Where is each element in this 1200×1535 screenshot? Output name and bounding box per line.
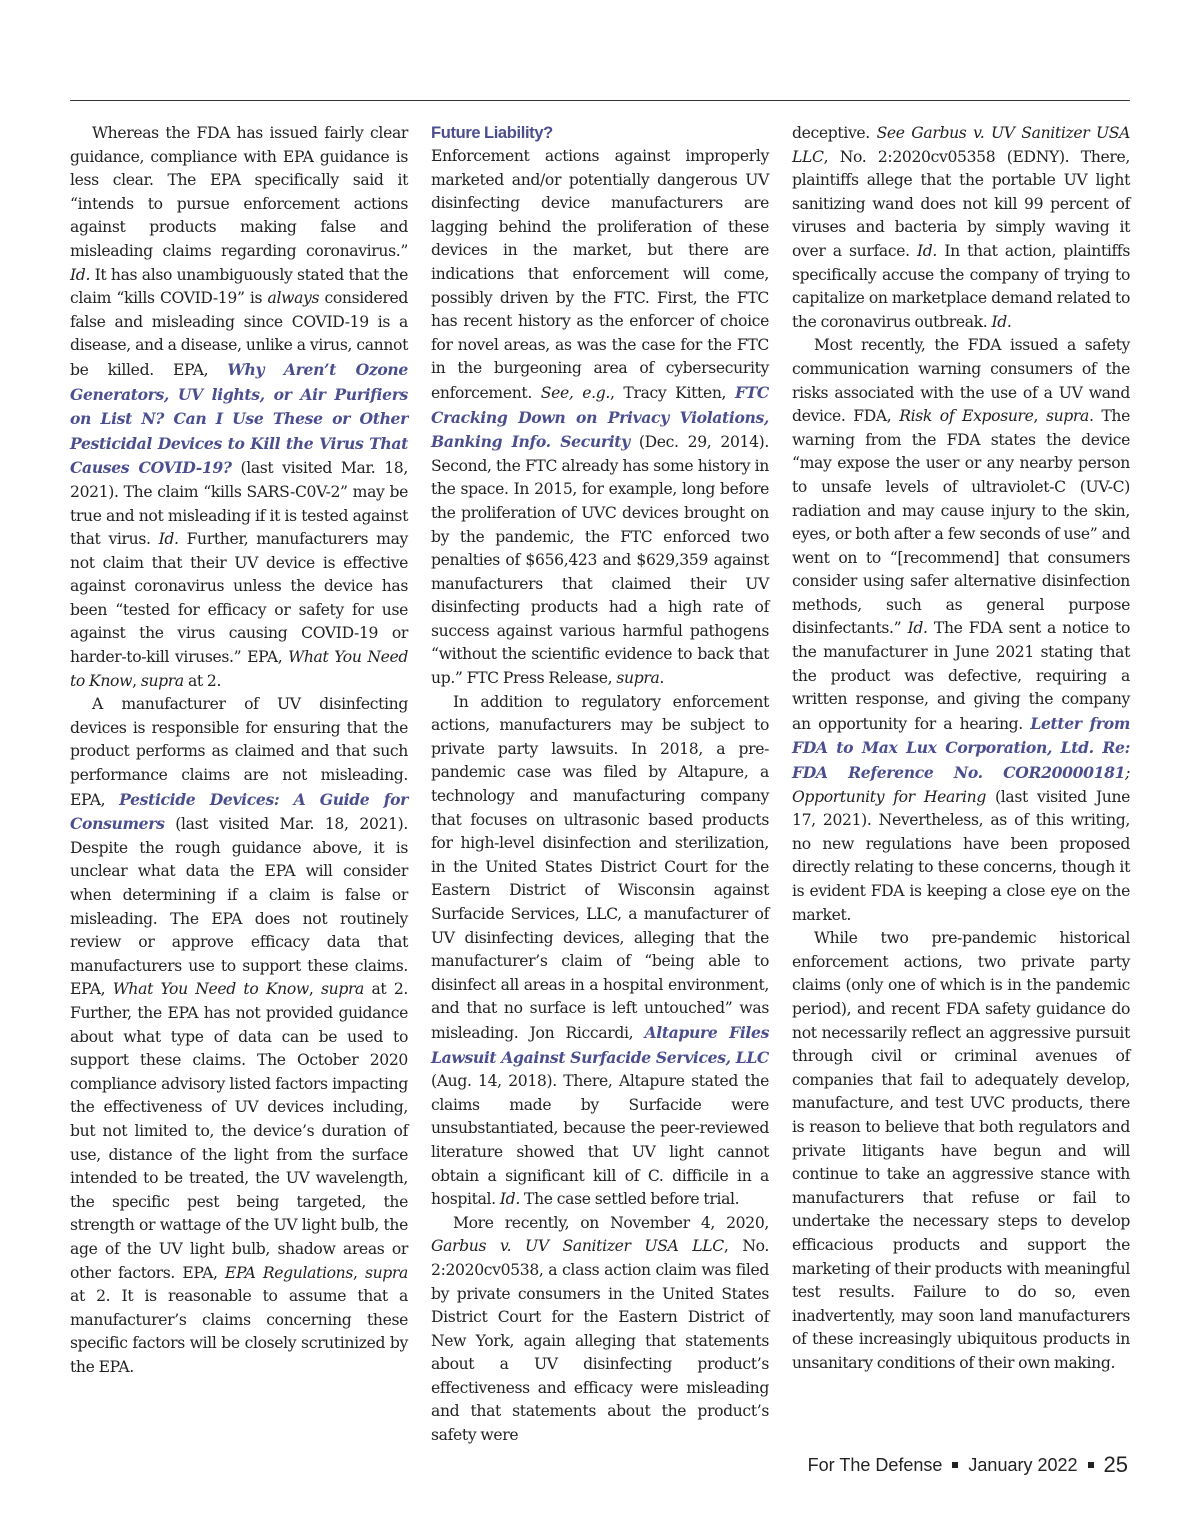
header-rule	[70, 100, 1130, 101]
paragraph: In addition to regulatory enforcement actions, manufacturers may be subject to private party lawsuits. In 2018, a pre-pandemic case was filed by Altapure, a technology and manufacturing company that focuses on ultrasonic based products for high-level disinfection and sterilization, in the United States District Court for the Eastern District of Wisconsin against Surfacide Services, LLC, a manufacturer of UV disinfecting devices, alleging that the manufacturer’s claim of “being able to disinfect all areas in a hospital environment, and that no surface is left untouched” was misleading. Jon Riccardi, Altapure Files Lawsuit Against Surfacide Services, LLC (Aug. 14, 2018). There, Altapure stated the claims made by Surfacide were unsubstantiated, because the peer-reviewed literature showed that UV light cannot obtain a significant kill of C. difficile in a hospital. Id. The case settled before trial.	[431, 692, 769, 1209]
page-number: 25	[1103, 1452, 1128, 1477]
separator-square-icon	[952, 1462, 958, 1468]
column-right	[792, 122, 1130, 1375]
section-heading: Future Liability?	[431, 124, 553, 142]
paragraph: A manufacturer of UV disinfecting devices is responsible for ensuring that the product performs as claimed and that such performance claims are not misleading. EPA, Pesticide Devices: A Guide for Consumers (last visited Mar. 18, 2021). Despite the rough guidance above, it is unclear what data the EPA will consider when determining if a claim is false or misleading. The EPA does not routinely review or approve efficacy data that manufacturers use to support these claims. EPA, What You Need to Know, supra at 2. Further, the EPA has not provided guidance about what type of data can be used to support these claims. The October 2020 compliance advisory listed factors impacting the effectiveness of UV devices including, but not limited to, the device’s duration of use, distance of the light from the surface intended to be treated, the UV wavelength, the specific pest being targeted, the strength or wattage of the UV light bulb, the age of the UV light bulb, shadow areas or other factors. EPA, EPA Regulations, supra at 2. It is reasonable to assume that a manufacturer’s claims concerning these specific factors will be closely scrutinized by the EPA.	[70, 695, 408, 1376]
page-footer	[808, 1452, 1128, 1478]
citation-link-altapure-lawsuit[interactable]: Altapure Files Lawsuit Against Surfacide Services, LLC	[431, 1022, 769, 1067]
paragraph: Whereas the FDA has issued fairly clear guidance, compliance with EPA guidance is less clear. The EPA specifically said it “intends to pursue enforcement actions against products making false and misleading claims regarding coronavirus.” Id. It has also unambiguously stated that the claim “kills COVID-19” is always considered false and misleading since COVID-19 is a disease, and a disease, unlike a virus, cannot be killed. EPA, Why Aren’t Ozone Generators, UV lights, or Air Purifiers on List N? Can I Use These or Other Pesticidal Devices to Kill the Virus That Causes COVID-19? (last visited Mar. 18, 2021). The claim “kills SARS-C0V-2” may be true and not misleading if it is tested against that virus. Id. Further, manufacturers may not claim that their UV device is effective against coronavirus unless the device has been “tested for efficacy or safety for use against the virus causing COVID-19 or harder-to-kill viruses.” EPA, What You Need to Know, supra at 2.	[70, 124, 409, 690]
paragraph: More recently, on November 4, 2020, Garbus v. UV Sanitizer USA LLC, No. 2:2020cv0538, a class action claim was filed by private consumers in the United States District Court for the Eastern District of New York, again alleging that statements about a UV disinfecting product’s effectiveness and efficacy were misleading and that statements about the product’s safety were	[431, 1213, 769, 1445]
citation-link-ozone-generators[interactable]: Why Aren’t Ozone Generators, UV lights, or Air Purifiers on List N? Can I Use These or Other Pesticidal Devices to Kill the Virus That Causes COVID-19?	[70, 359, 408, 478]
citation-link-pesticide-devices[interactable]: Pesticide Devices: A Guide for Consumers	[70, 789, 408, 834]
paragraph: While two pre-pandemic historical enforcement actions, two private party claims (only one of which is in the pandemic period), and recent FDA safety guidance do not necessarily reflect an aggressive pursuit through civil or criminal avenues of companies that fail to adequately develop, manufacture, and test UVC products, there is reason to believe that both regulators and private litigants have begun and will continue to take an aggressive stance with manufacturers that refuse or fail to undertake the necessary steps to develop efficacious products and support the marketing of their products with meaningful test results. Failure to do so, even inadvertently, may soon land manufacturers of these increasingly ubiquitous products in unsanitary conditions of their own making.	[792, 929, 1130, 1372]
citation-link-fda-letter[interactable]: Letter from FDA to Max Lux Corporation, Ltd. Re: FDA Reference No. COR20000181	[792, 713, 1130, 783]
paragraph: Enforcement actions against improperly marketed and/or potentially dangerous UV disinfecting device manufacturers are lagging behind the proliferation of these devices in the market, but there are indications that enforcement will come, possibly driven by the FTC. First, the FTC has recent history as the enforcer of choice for novel areas, as was the case for the FTC in the burgeoning area of cybersecurity enforcement. See, e.g., Tracy Kitten, FTC Cracking Down on Privacy Violations, Banking Info. Security (Dec. 29, 2014). Second, the FTC already has some history in the space. In 2015, for example, long before the proliferation of UVC devices brought on by the pandemic, the FTC enforced two penalties of $656,423 and $629,359 against manufacturers that claimed their UV disinfecting products had a high rate of success against various harmful pathogens “without the scientific evidence to back that up.” FTC Press Release, supra.	[431, 147, 769, 688]
issue-date: January 2022	[968, 1454, 1078, 1475]
publication-name: For The Defense	[807, 1454, 943, 1475]
paragraph: deceptive. See Garbus v. UV Sanitizer USA LLC, No. 2:2020cv05358 (EDNY). There, plaintiffs allege that the portable UV light sanitizing wand does not kill 99 percent of viruses and bacteria by simply waving it over a surface. Id. In that action, plaintiffs specifically accuse the company of trying to capitalize on marketplace demand related to the coronavirus outbreak. Id.	[792, 124, 1130, 331]
separator-square-icon	[1088, 1462, 1094, 1468]
paragraph: Most recently, the FDA issued a safety communication warning consumers of the risks associated with the use of a UV wand device. FDA, Risk of Exposure, supra. The warning from the FDA states the device “may expose the user or any nearby person to unsafe levels of ultraviolet-C (UV-C) radiation and may cause injury to the skin, eyes, or both after a few seconds of use” and went on to “[recommend] that consumers consider using safer alternative disinfection methods, such as general purpose disinfectants.” Id. The FDA sent a notice to the manufacturer in June 2021 stating that the product was defective, requiring a written response, and giving the company an opportunity for a hearing. Letter from FDA to Max Lux Corporation, Ltd. Re: FDA Reference No. COR20000181; Opportunity for Hearing (last visited June 17, 2021). Nevertheless, as of this writing, no new regulations have been proposed directly relating to these concerns, though it is evident FDA is keeping a close eye on the market.	[792, 336, 1131, 924]
citation-link-ftc-cracking-down[interactable]: FTC Cracking Down on Privacy Violations, Banking Info. Security	[431, 382, 769, 452]
column-left	[70, 122, 408, 1379]
column-middle	[431, 122, 769, 1448]
